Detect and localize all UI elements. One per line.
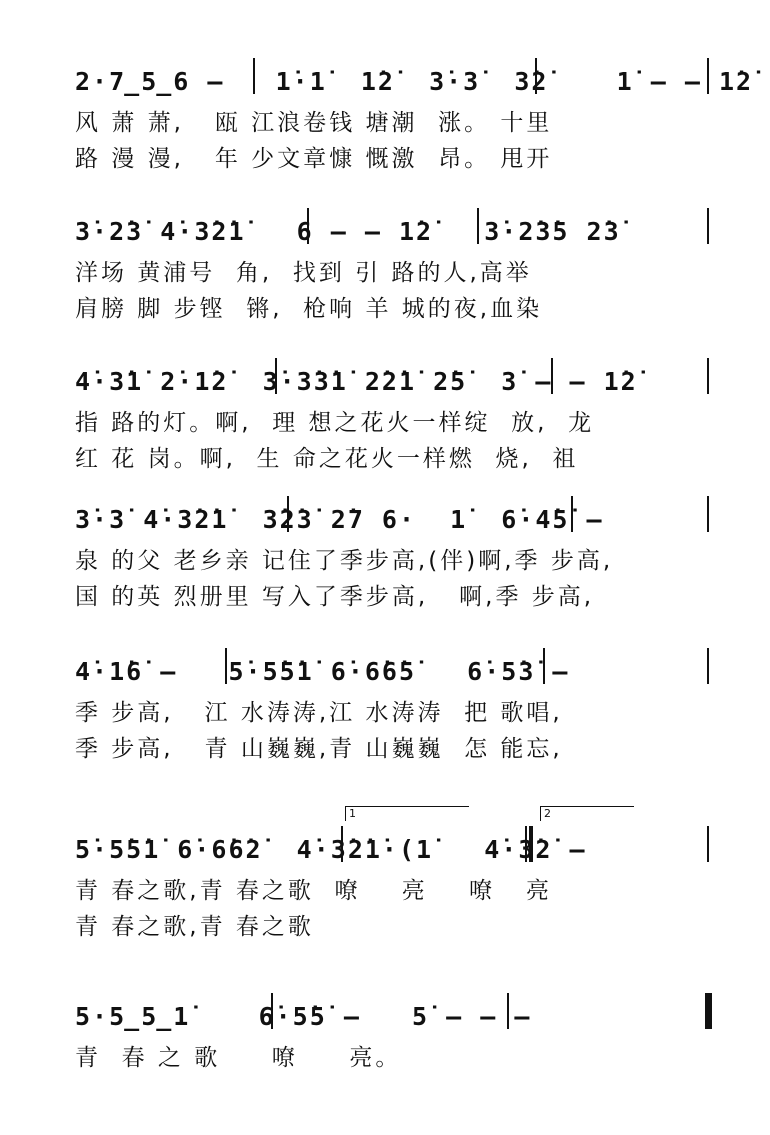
lyric-verse-1: 季 步高, 江 水涛涛,江 水涛涛 把 歌唱, xyxy=(75,700,563,726)
system-1 xyxy=(0,50,770,200)
bar-line xyxy=(225,648,227,684)
bar-line xyxy=(287,496,289,532)
lyric-verse-1: 青 春 之 歌 嘹 亮。 xyxy=(75,1045,402,1071)
volta-second-ending: 2 xyxy=(540,806,634,821)
notes-row xyxy=(75,50,754,108)
system-7 xyxy=(0,985,770,1135)
lyric-verse-1: 指 路的灯。啊, 理 想之花火一样绽 放, 龙 xyxy=(75,410,595,436)
system-5 xyxy=(0,640,770,790)
notes-row xyxy=(75,200,720,258)
notation-line: 4̇·3̇1̇ 2̇·1̇2̇ 3̇·3̇3̇1̇ 2̇2̇1̇ 2̇5̇ 3̇ – – 1̇2̇ xyxy=(75,367,638,396)
bar-line xyxy=(707,826,709,862)
notes-row xyxy=(75,985,720,1043)
lyric-verse-1: 青 春之歌,青 春之歌 嘹 亮 嘹 亮 xyxy=(75,878,552,904)
system-4 xyxy=(0,488,770,638)
notation-line: 3̇·3̇ 4̇·3̇2̇1̇ 3̇2̇3̇ 2̇7 6· 1̇ 6̇·4̇5̇ – xyxy=(75,505,604,534)
lyric-verse-1: 风 萧 萧, 瓯 江浪卷钱 塘潮 涨。 十里 xyxy=(75,110,553,136)
bar-line xyxy=(307,208,309,244)
lyric-verse-2: 季 步高, 青 山巍巍,青 山巍巍 怎 能忘, xyxy=(75,736,563,762)
notation-line: 3̇·2̇3̇ 4̇·3̇2̇1̇ 6 – – 1̇2̇ 3̇·2̇3̇5 2̇3̇ xyxy=(75,217,621,246)
notation-line: 4̇·1̇6̇ – 5̇·5̇5̇1̇ 6̇·6̇6̇5̇ 6̇·5̇3̇ – xyxy=(75,657,570,686)
lyric-verse-2: 红 花 岗。啊, 生 命之花火一样燃 烧, 祖 xyxy=(75,446,579,472)
bar-line xyxy=(341,826,343,862)
system-6 xyxy=(0,806,770,956)
lyric-verse-2: 青 春之歌,青 春之歌 xyxy=(75,914,314,940)
bar-line xyxy=(477,208,479,244)
lyric-verse-2: 国 的英 烈册里 写入了季步高, 啊,季 步高, xyxy=(75,584,595,610)
lyric-verse-2: 肩膀 脚 步铿 锵, 枪响 羊 城的夜,血染 xyxy=(75,296,543,322)
notation-line: 5·5̲5̲1̇ 6̇·5̇5̇ – 5̇ – – – xyxy=(75,1002,532,1031)
bar-line xyxy=(707,208,709,244)
lyric-verse-2: 路 漫 漫, 年 少文章慷 慨激 昂。 甩开 xyxy=(75,146,553,172)
lyric-verse-1: 泉 的父 老乡亲 记住了季步高,(伴)啊,季 步高, xyxy=(75,548,614,574)
notes-row xyxy=(75,818,720,876)
notation-line: 2·7̲5̲6 – 1̇·1̇ 1̇2̇ 3̇·3̇ 3̇2̇ 1̇ – – 1̇2̇ xyxy=(75,67,754,96)
bar-line xyxy=(571,496,573,532)
bar-line xyxy=(271,993,273,1029)
system-2 xyxy=(0,200,770,350)
repeat-bar-line xyxy=(525,826,533,862)
bar-line xyxy=(253,58,255,94)
final-bar-line xyxy=(705,993,712,1029)
bar-line xyxy=(707,358,709,394)
notes-row xyxy=(75,640,720,698)
bar-line xyxy=(707,496,709,532)
notation-line: 5̇·5̇5̇1̇ 6̇·6̇6̇2̇ 4̇·3̇2̇1̇·(1̇ 4̇·3̇2̇ – xyxy=(75,835,587,864)
bar-line xyxy=(535,58,537,94)
notes-row xyxy=(75,488,720,546)
lyric-verse-1: 洋场 黄浦号 角, 找到 引 路的人,高举 xyxy=(75,260,532,286)
volta-first-ending: 1 xyxy=(345,806,469,821)
bar-line xyxy=(707,58,709,94)
bar-line xyxy=(551,358,553,394)
notes-row xyxy=(75,350,720,408)
bar-line xyxy=(543,648,545,684)
bar-line xyxy=(707,648,709,684)
system-3 xyxy=(0,350,770,500)
bar-line xyxy=(507,993,509,1029)
bar-line xyxy=(275,358,277,394)
